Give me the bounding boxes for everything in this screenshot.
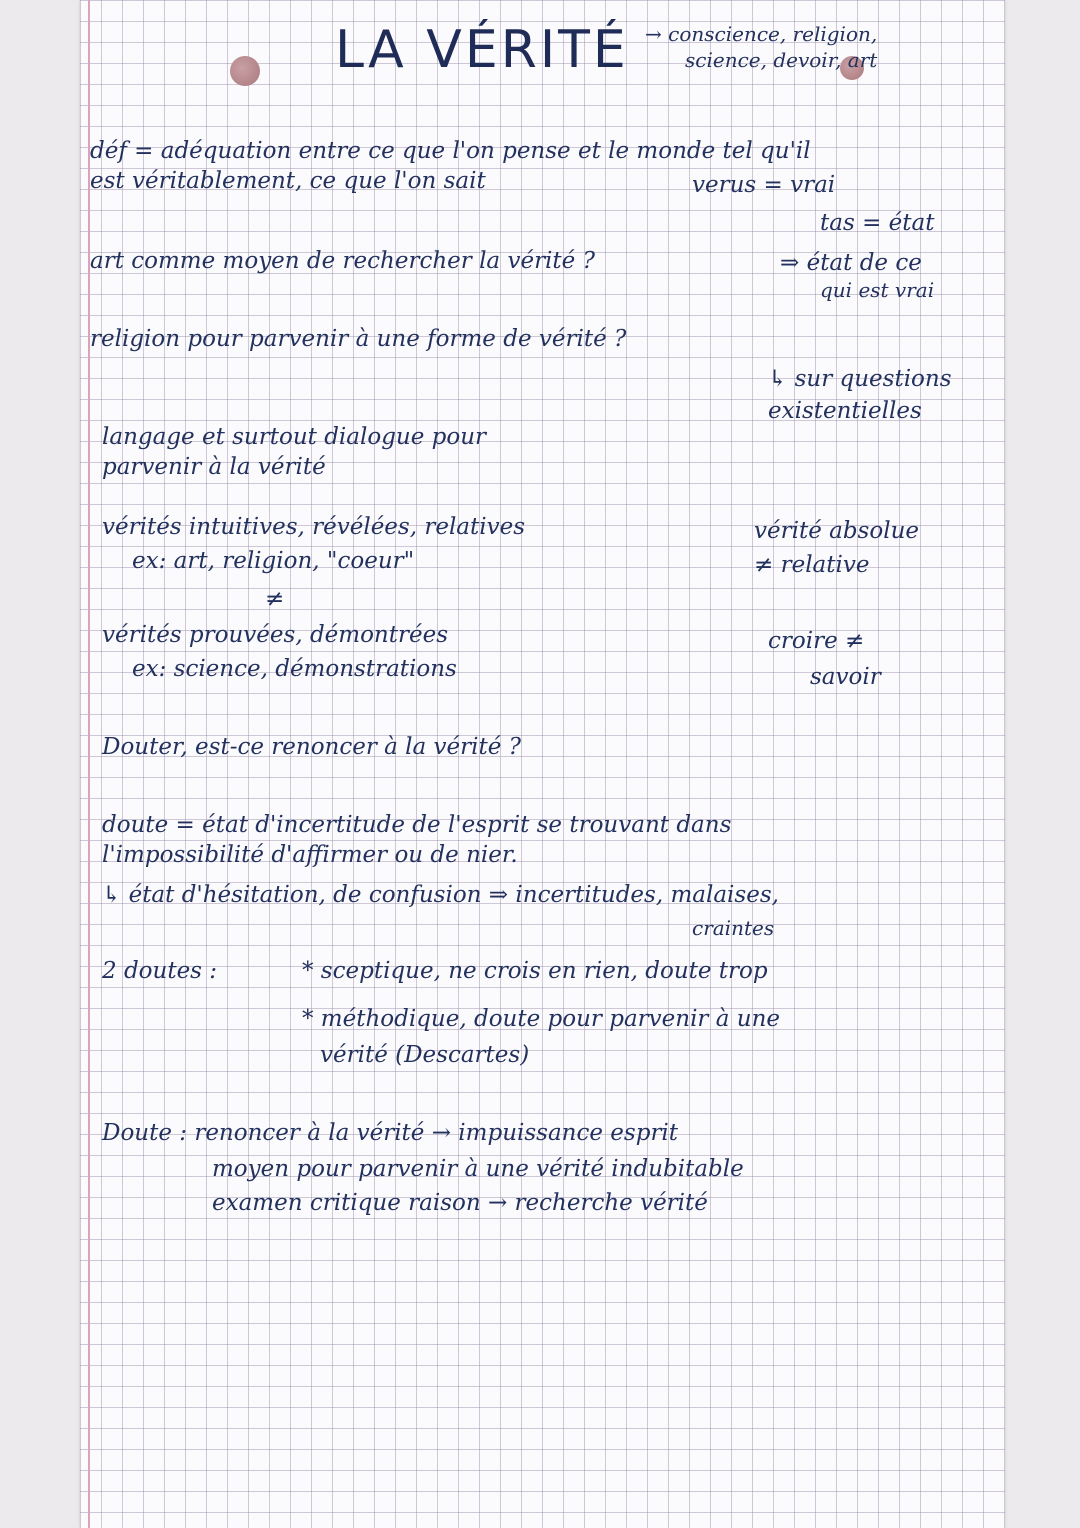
conclusion-line2: moyen pour parvenir à une vérité indubitable	[212, 1156, 744, 1182]
doubt-def-line1: doute = état d'incertitude de l'esprit se trouvant dans	[102, 812, 732, 838]
truth-intuitive-line1: vérités intuitives, révélées, relatives	[102, 514, 526, 540]
notion-links-line1: → conscience, religion,	[645, 22, 878, 46]
religion-note-line2: existentielles	[768, 398, 922, 424]
doubt-def-line4: craintes	[692, 916, 775, 940]
truth-intuitive-line2: ex: art, religion, "coeur"	[132, 548, 415, 574]
notebook-page	[80, 0, 1005, 1528]
doubt-methodic-line1: * méthodique, doute pour parvenir à une	[302, 1006, 780, 1032]
etymology-verus: verus = vrai	[692, 172, 836, 198]
truth-absolute-line1: vérité absolue	[754, 518, 919, 544]
truth-proven-line2: ex: science, démonstrations	[132, 656, 457, 682]
punch-hole-top	[230, 56, 260, 86]
conclusion-line1: Doute : renoncer à la vérité → impuissance esprit	[102, 1120, 679, 1146]
question-art: art comme moyen de rechercher la vérité ?	[90, 248, 595, 274]
truth-absolute-line2: ≠ relative	[754, 552, 870, 578]
doubt-methodic-line2: vérité (Descartes)	[320, 1042, 530, 1068]
page-title: LA VÉRITÉ	[335, 20, 629, 80]
doubt-question: Douter, est-ce renoncer à la vérité ?	[102, 734, 522, 760]
religion-note-line1: ↳ sur questions	[768, 366, 952, 392]
truth-proven-line1: vérités prouvées, démontrées	[102, 622, 449, 648]
etymology-tas: tas = état	[820, 210, 935, 236]
doubt-skeptic: * sceptique, ne crois en rien, doute trop	[302, 958, 768, 984]
two-doubts-label: 2 doutes :	[102, 958, 218, 984]
believe-line1: croire ≠	[768, 628, 865, 654]
doubt-def-line2: l'impossibilité d'affirmer ou de nier.	[102, 842, 518, 868]
differs-sign: ≠	[265, 586, 285, 612]
etymology-vrai: qui est vrai	[820, 278, 935, 302]
definition-line1: déf = adéquation entre ce que l'on pense et le monde tel qu'il	[90, 138, 811, 164]
question-religion: religion pour parvenir à une forme de vérité ?	[90, 326, 627, 352]
believe-line2: savoir	[810, 664, 881, 690]
conclusion-line3: examen critique raison → recherche vérité	[212, 1190, 708, 1216]
language-line2: parvenir à la vérité	[102, 454, 326, 480]
margin-line	[88, 0, 90, 1528]
language-line1: langage et surtout dialogue pour	[102, 424, 487, 450]
etymology-etat: ⇒ état de ce	[780, 250, 922, 276]
doubt-def-line3: ↳ état d'hésitation, de confusion ⇒ incertitudes, malaises,	[102, 882, 779, 908]
notion-links-line2: science, devoir, art	[685, 48, 878, 72]
definition-line2: est véritablement, ce que l'on sait	[90, 168, 486, 194]
